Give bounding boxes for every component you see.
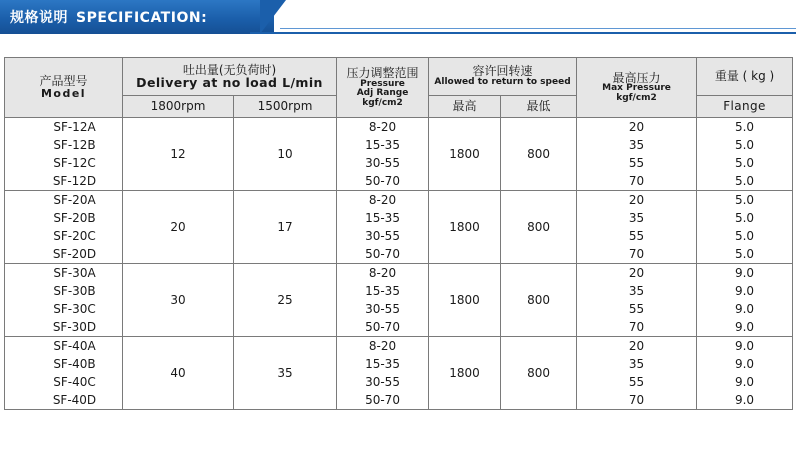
max-pressure-cell-value: 35: [628, 284, 645, 298]
banner-title-cn: 规格说明: [10, 10, 68, 26]
model-cell: [5, 191, 123, 264]
max-pressure-cell-value: 55: [628, 302, 645, 316]
max-pressure-cell-value: 70: [628, 393, 645, 407]
max-pressure-cell: [577, 337, 697, 410]
pressure-range-cell-value: 8-20: [368, 266, 397, 280]
model-cell-value: SF-12A: [53, 120, 96, 134]
max-pressure-cell-value: 70: [628, 174, 645, 188]
weight-cell: [697, 264, 793, 337]
weight-cell-value: 5.0: [734, 193, 755, 207]
model-cell: [5, 264, 123, 337]
model-cell-value: SF-30A: [53, 266, 96, 280]
delivery-1800-cell: 12: [123, 118, 234, 191]
speed-max-cell: 1800: [429, 264, 501, 337]
max-pressure-cell-value: 35: [628, 138, 645, 152]
weight-cell-value: 9.0: [734, 284, 755, 298]
max-pressure-cell-value: 55: [628, 156, 645, 170]
weight-cell-value: 9.0: [734, 393, 755, 407]
pressure-range-cell-value: 15-35: [365, 357, 400, 371]
weight-cell-value: 9.0: [734, 339, 755, 353]
delivery-1500-cell: 35: [234, 337, 337, 410]
speed-max-cell: 1800: [429, 191, 501, 264]
max-pressure-cell-value: 20: [628, 193, 645, 207]
model-cell-value: SF-30C: [53, 302, 96, 316]
model-cell-value: SF-40C: [53, 375, 96, 389]
pressure-range-cell-value: 30-55: [365, 156, 400, 170]
delivery-1800-cell: 40: [123, 337, 234, 410]
weight-cell-value: 5.0: [734, 247, 755, 261]
model-cell-value: SF-30D: [52, 320, 97, 334]
model-cell-value: SF-12B: [53, 138, 96, 152]
weight-cell-value: 9.0: [734, 320, 755, 334]
weight-cell-value: 9.0: [734, 302, 755, 316]
weight-cell: [697, 118, 793, 191]
pressure-range-cell-value: 50-70: [365, 320, 400, 334]
pressure-range-cell-value: 50-70: [365, 247, 400, 261]
max-pressure-cell-value: 35: [628, 357, 645, 371]
pressure-range-cell-value: 15-35: [365, 138, 400, 152]
banner-title: [10, 7, 207, 27]
model-cell-value: SF-12C: [53, 156, 96, 170]
model-cell-value: SF-40B: [53, 357, 96, 371]
pressure-range-cell-value: 30-55: [365, 375, 400, 389]
spec-table: [4, 57, 793, 410]
delivery-1500-cell: 10: [234, 118, 337, 191]
banner-rule: [250, 32, 796, 34]
pressure-range-cell-value: 8-20: [368, 339, 397, 353]
max-pressure-cell-value: 20: [628, 120, 645, 134]
header-speed-max: 最高: [429, 96, 501, 118]
pressure-range-cell-value: 50-70: [365, 393, 400, 407]
pressure-range-cell-value: 15-35: [365, 211, 400, 225]
weight-cell-value: 9.0: [734, 357, 755, 371]
max-pressure-cell-value: 20: [628, 339, 645, 353]
weight-cell-value: 5.0: [734, 156, 755, 170]
model-cell-value: SF-30B: [53, 284, 96, 298]
spec-banner: [0, 0, 796, 36]
header-flange: Flange: [697, 96, 793, 118]
max-pressure-cell: [577, 191, 697, 264]
pressure-range-cell-value: 15-35: [365, 284, 400, 298]
delivery-1800-cell: 30: [123, 264, 234, 337]
header-rpm-1500: 1500rpm: [234, 96, 337, 118]
weight-cell: [697, 191, 793, 264]
model-cell: [5, 118, 123, 191]
speed-max-cell: 1800: [429, 118, 501, 191]
max-pressure-cell: [577, 118, 697, 191]
delivery-1500-cell: 17: [234, 191, 337, 264]
model-cell: [5, 337, 123, 410]
speed-min-cell: 800: [501, 191, 577, 264]
weight-cell-value: 5.0: [734, 120, 755, 134]
model-cell-value: SF-20C: [53, 229, 96, 243]
header-weight: 重量 ( kg ): [697, 58, 793, 96]
max-pressure-cell-value: 70: [628, 320, 645, 334]
weight-cell-value: 9.0: [734, 375, 755, 389]
speed-min-cell: 800: [501, 118, 577, 191]
model-cell-value: SF-20D: [52, 247, 97, 261]
pressure-range-cell-value: 30-55: [365, 302, 400, 316]
pressure-range-cell-value: 8-20: [368, 120, 397, 134]
header-pressure-range: 压力调整范围 Pressure Adj Range kgf/cm2: [337, 58, 429, 118]
max-pressure-cell-value: 55: [628, 375, 645, 389]
pressure-range-cell: [337, 118, 429, 191]
model-cell-value: SF-20B: [53, 211, 96, 225]
table-row: [5, 264, 793, 337]
pressure-range-cell-value: 50-70: [365, 174, 400, 188]
header-allowed-speed: 容许回转速 Allowed to return to speed: [429, 58, 577, 96]
delivery-1800-cell: 20: [123, 191, 234, 264]
pressure-range-cell: [337, 191, 429, 264]
delivery-1500-cell: 25: [234, 264, 337, 337]
header-delivery: 吐出量(无负荷时) Delivery at no load L/min: [123, 58, 337, 96]
pressure-range-cell: [337, 337, 429, 410]
model-cell-value: SF-40A: [53, 339, 96, 353]
weight-cell-value: 5.0: [734, 174, 755, 188]
header-rpm-1800: 1800rpm: [123, 96, 234, 118]
banner-title-en: SPECIFICATION:: [76, 10, 208, 26]
pressure-range-cell: [337, 264, 429, 337]
header-max-pressure: 最高压力 Max Pressure kgf/cm2: [577, 58, 697, 118]
max-pressure-cell: [577, 264, 697, 337]
weight-cell: [697, 337, 793, 410]
table-row: [5, 337, 793, 410]
max-pressure-cell-value: 55: [628, 229, 645, 243]
pressure-range-cell-value: 30-55: [365, 229, 400, 243]
model-cell-value: SF-20A: [53, 193, 96, 207]
weight-cell-value: 5.0: [734, 229, 755, 243]
max-pressure-cell-value: 35: [628, 211, 645, 225]
speed-min-cell: 800: [501, 337, 577, 410]
weight-cell-value: 9.0: [734, 266, 755, 280]
weight-cell-value: 5.0: [734, 138, 755, 152]
table-row: [5, 191, 793, 264]
speed-max-cell: 1800: [429, 337, 501, 410]
banner-accent-line: [280, 28, 796, 29]
header-model: 产品型号 Model: [5, 58, 123, 118]
max-pressure-cell-value: 20: [628, 266, 645, 280]
max-pressure-cell-value: 70: [628, 247, 645, 261]
speed-min-cell: 800: [501, 264, 577, 337]
pressure-range-cell-value: 8-20: [368, 193, 397, 207]
model-cell-value: SF-12D: [52, 174, 97, 188]
header-speed-min: 最低: [501, 96, 577, 118]
weight-cell-value: 5.0: [734, 211, 755, 225]
model-cell-value: SF-40D: [52, 393, 97, 407]
table-row: [5, 118, 793, 191]
